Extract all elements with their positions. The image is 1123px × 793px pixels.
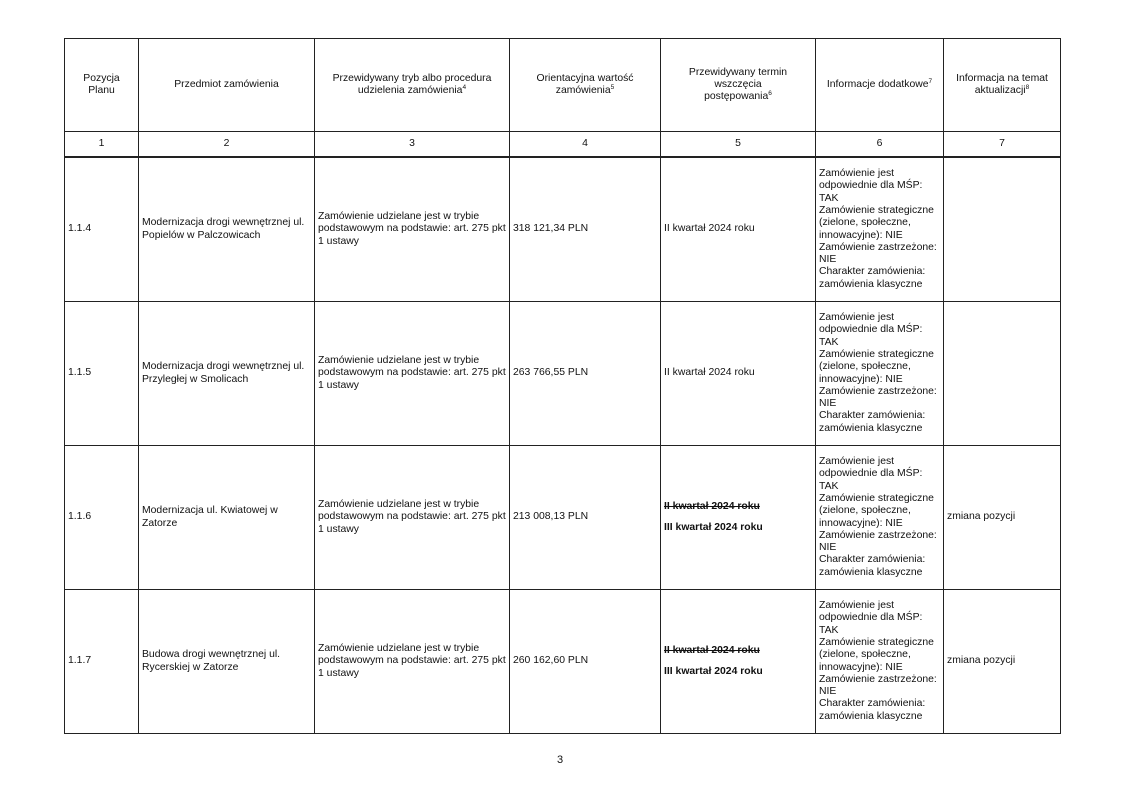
column-number: 4 — [510, 132, 661, 158]
header-row — [65, 39, 1061, 132]
procedure-cell: Zamówienie udzielane jest w trybie podstawowym na podstawie: art. 275 pkt 1 ustawy — [315, 446, 510, 590]
term-cell — [661, 446, 816, 590]
term-cell — [661, 302, 816, 446]
value-cell: 263 766,55 PLN — [510, 302, 661, 446]
subject-cell: Modernizacja drogi wewnętrznej ul. Przyległej w Smolicach — [139, 302, 315, 446]
info-cell: Zamówienie jest odpowiednie dla MŚP: TAK Zamówienie strategiczne (zielone, społeczne, innowacyjne): NIE Zamówienie zastrzeżone: NIE Charakter zamówienia: zamówienia klasyczne — [816, 590, 944, 734]
info-cell: Zamówienie jest odpowiednie dla MŚP: TAK Zamówienie strategiczne (zielone, społeczne, innowacyjne): NIE Zamówienie zastrzeżone: NIE Charakter zamówienia: zamówienia klasyczne — [816, 302, 944, 446]
column-number: 2 — [139, 132, 315, 158]
subject-cell: Modernizacja ul. Kwiatowej w Zatorze — [139, 446, 315, 590]
term-new: III kwartał 2024 roku — [664, 665, 763, 677]
procurement-plan-table — [64, 38, 1061, 734]
table-row — [65, 302, 1061, 446]
position-cell: 1.1.7 — [65, 590, 139, 734]
table-row — [65, 446, 1061, 590]
header-cell: Informacja na temat aktualizacji$^8$ — [944, 39, 1061, 132]
table-row — [65, 590, 1061, 734]
info-cell: Zamówienie jest odpowiednie dla MŚP: TAK Zamówienie strategiczne (zielone, społeczne, innowacyjne): NIE Zamówienie zastrzeżone: NIE Charakter zamówienia: zamówienia klasyczne — [816, 157, 944, 302]
header-cell: Pozycja Planu — [65, 39, 139, 132]
value-cell: 318 121,34 PLN — [510, 157, 661, 302]
term-new: III kwartał 2024 roku — [664, 521, 763, 533]
header-cell: Informacje dodatkowe$^7$ — [816, 39, 944, 132]
term-cell — [661, 590, 816, 734]
position-cell: 1.1.6 — [65, 446, 139, 590]
term-text: II kwartał 2024 roku — [664, 367, 755, 379]
subject-cell: Modernizacja drogi wewnętrznej ul. Popielów w Palczowicach — [139, 157, 315, 302]
term-old-struck: II kwartał 2024 roku — [664, 645, 760, 657]
update-cell: zmiana pozycji — [944, 446, 1061, 590]
term-text: II kwartał 2024 roku — [664, 223, 755, 235]
term-cell — [661, 157, 816, 302]
position-cell: 1.1.4 — [65, 157, 139, 302]
column-number: 5 — [661, 132, 816, 158]
procedure-cell: Zamówienie udzielane jest w trybie podstawowym na podstawie: art. 275 pkt 1 ustawy — [315, 157, 510, 302]
column-number: 6 — [816, 132, 944, 158]
term-old-struck: II kwartał 2024 roku — [664, 501, 760, 513]
header-cell: Orientacyjna wartość zamówienia$^5$ — [510, 39, 661, 132]
value-cell: 260 162,60 PLN — [510, 590, 661, 734]
update-cell: zmiana pozycji — [944, 590, 1061, 734]
subject-cell: Budowa drogi wewnętrznej ul. Rycerskiej w Zatorze — [139, 590, 315, 734]
table-row — [65, 157, 1061, 302]
column-number: 1 — [65, 132, 139, 158]
column-number: 3 — [315, 132, 510, 158]
value-cell: 213 008,13 PLN — [510, 446, 661, 590]
procedure-cell: Zamówienie udzielane jest w trybie podstawowym na podstawie: art. 275 pkt 1 ustawy — [315, 302, 510, 446]
column-number-row — [65, 132, 1061, 158]
update-cell — [944, 302, 1061, 446]
header-cell: Przedmiot zamówienia — [139, 39, 315, 132]
column-number: 7 — [944, 132, 1061, 158]
header-cell: Przewidywany tryb albo procedura udzielenia zamówienia$^4$ — [315, 39, 510, 132]
page-number: 3 — [557, 754, 564, 766]
header-cell: Przewidywany termin wszczęcia postępowania$^6$ — [661, 39, 816, 132]
update-cell — [944, 157, 1061, 302]
info-cell: Zamówienie jest odpowiednie dla MŚP: TAK Zamówienie strategiczne (zielone, społeczne, innowacyjne): NIE Zamówienie zastrzeżone: NIE Charakter zamówienia: zamówienia klasyczne — [816, 446, 944, 590]
procedure-cell: Zamówienie udzielane jest w trybie podstawowym na podstawie: art. 275 pkt 1 ustawy — [315, 590, 510, 734]
position-cell: 1.1.5 — [65, 302, 139, 446]
